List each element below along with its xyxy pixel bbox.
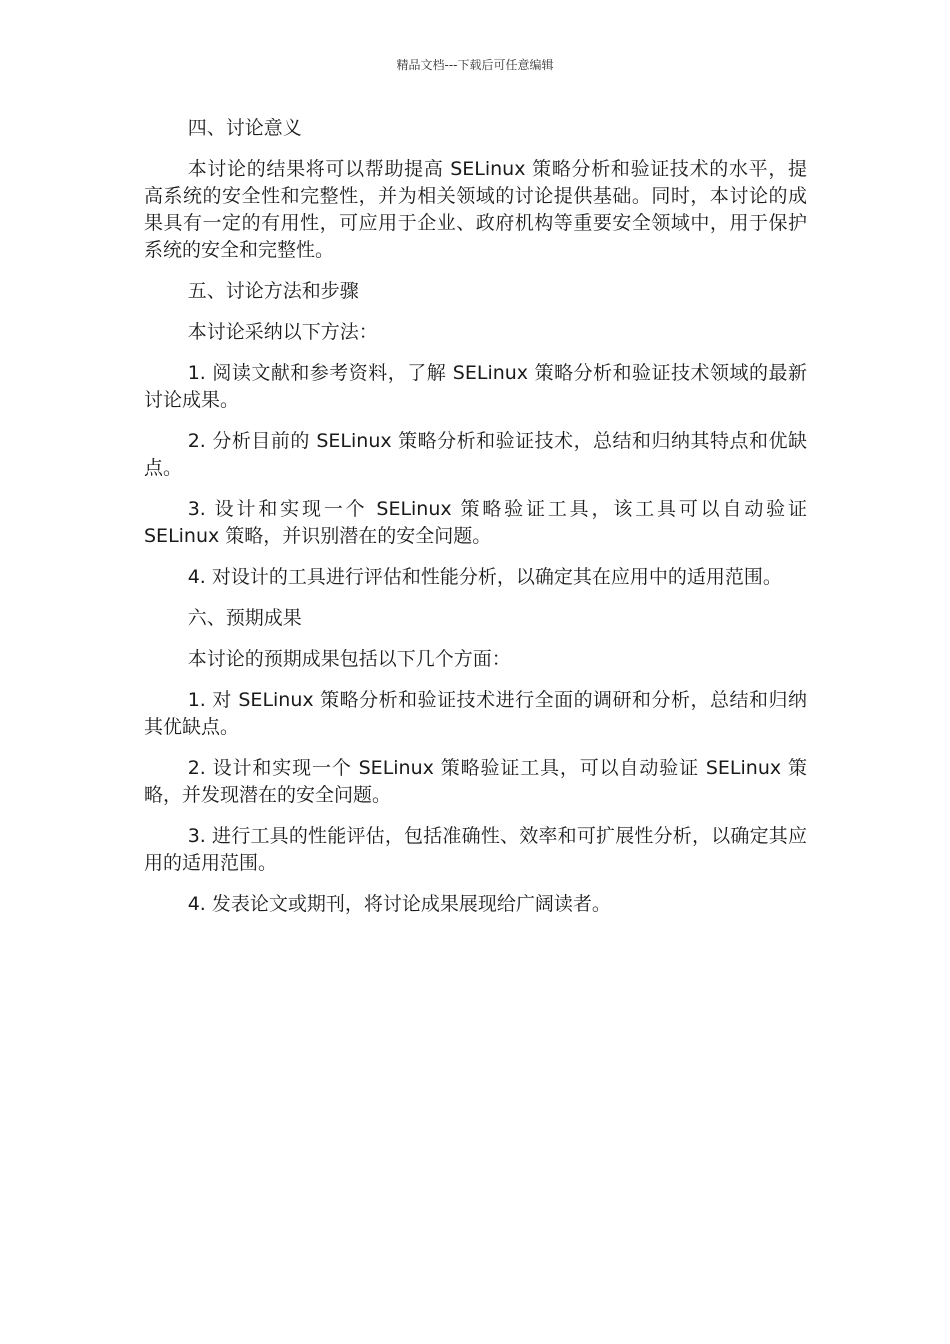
paragraph: 本讨论采纳以下方法：	[187, 321, 378, 343]
paragraph: 本讨论的结果将可以帮助提高 SELinux 策略分析和验证技术的水平，提高系统的安全性和完整性，并为相关领域的讨论提供基础。同时，本讨论的成果具有一定的有用性，可应用于企业、政府机构等重要安全领域中，用于保护系统的安全和完整性。	[144, 158, 807, 261]
list-item: 4. 对设计的工具进行评估和性能分析，以确定其在应用中的适用范围。	[187, 566, 782, 588]
document-body	[144, 115, 807, 932]
list-item: 2. 设计和实现一个 SELinux 策略验证工具，可以自动验证 SELinux 策略，并发现潜在的安全问题。	[144, 757, 807, 806]
list-item: 1. 对 SELinux 策略分析和验证技术进行全面的调研和分析，总结和归纳其优缺点。	[144, 689, 807, 738]
paragraph: 本讨论的预期成果包括以下几个方面：	[187, 648, 511, 670]
section-heading: 五、讨论方法和步骤	[187, 280, 359, 302]
section-heading: 四、讨论意义	[187, 117, 302, 139]
list-item: 2. 分析目前的 SELinux 策略分析和验证技术，总结和归纳其特点和优缺点。	[144, 430, 807, 479]
page-header: 精品文档---下载后可任意编辑	[396, 58, 554, 72]
section-heading: 六、预期成果	[187, 607, 302, 629]
list-item: 3. 设计和实现一个 SELinux 策略验证工具，该工具可以自动验证 SELinux 策略，并识别潜在的安全问题。	[144, 498, 807, 547]
list-item: 3. 进行工具的性能评估，包括准确性、效率和可扩展性分析，以确定其应用的适用范围。	[144, 825, 807, 874]
list-item: 4. 发表论文或期刊，将讨论成果展现给广阔读者。	[187, 893, 611, 915]
list-item: 1. 阅读文献和参考资料，了解 SELinux 策略分析和验证技术领域的最新讨论成果。	[144, 362, 807, 411]
